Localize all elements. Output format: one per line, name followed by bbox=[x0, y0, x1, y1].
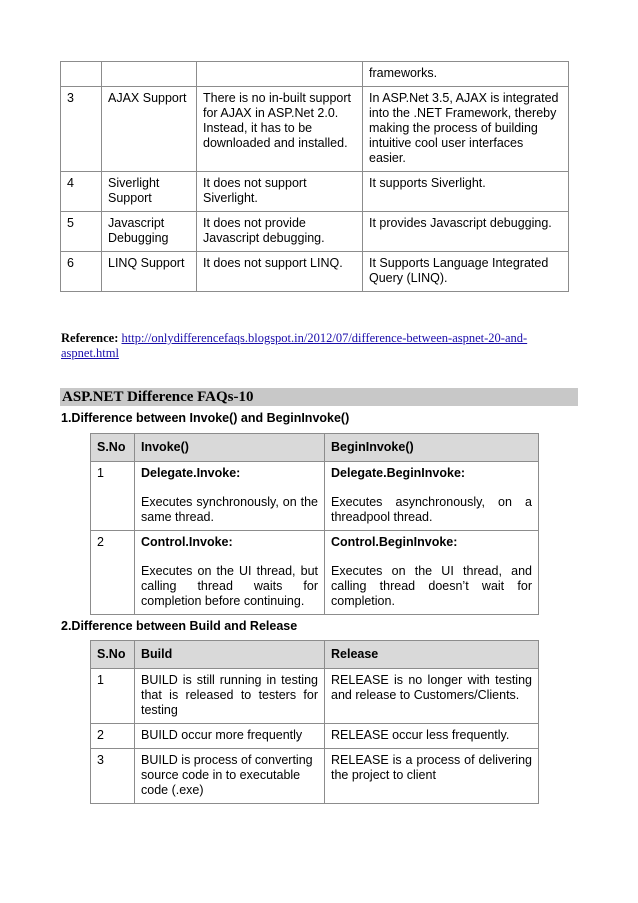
cell-text: Executes synchronously, on the same thread. bbox=[141, 495, 318, 524]
reference-label: Reference: bbox=[61, 331, 119, 345]
table-cell: 6 bbox=[61, 252, 102, 292]
table-cell: It provides Javascript debugging. bbox=[363, 212, 569, 252]
table-cell bbox=[61, 62, 102, 87]
table-row bbox=[91, 669, 539, 724]
table-row bbox=[61, 87, 569, 172]
cell-heading: Delegate.Invoke: bbox=[141, 466, 241, 480]
table-cell: BUILD is process of converting source code in to executable code (.exe) bbox=[135, 749, 325, 804]
section-title: ASP.NET Difference FAQs-10 bbox=[60, 388, 578, 406]
question-2-title: 2.Difference between Build and Release bbox=[61, 619, 298, 633]
header-cell-release: Release bbox=[325, 641, 539, 669]
header-cell-invoke: Invoke() bbox=[135, 434, 325, 462]
table-row bbox=[61, 172, 569, 212]
table-row bbox=[91, 462, 539, 531]
table-cell: It supports Siverlight. bbox=[363, 172, 569, 212]
invoke-vs-begininvoke-table bbox=[90, 433, 539, 615]
cell-text: Executes on the UI thread, but calling thread waits for completion before continuing. bbox=[141, 564, 318, 608]
header-cell-begininvoke: BeginInvoke() bbox=[325, 434, 539, 462]
table-header-row bbox=[91, 434, 539, 462]
table-row bbox=[61, 62, 569, 87]
table-cell bbox=[197, 62, 363, 87]
header-cell-sno: S.No bbox=[91, 641, 135, 669]
table-cell: frameworks. bbox=[363, 62, 569, 87]
table-row bbox=[91, 749, 539, 804]
cell-heading: Delegate.BeginInvoke: bbox=[331, 466, 466, 480]
reference-link[interactable]: http://onlydifferencefaqs.blogspot.in/2012/07/difference-between-aspnet-20-and-aspnet.html bbox=[61, 331, 528, 360]
comparison-table-continued bbox=[60, 61, 569, 292]
table-cell bbox=[135, 531, 325, 615]
question-1-title: 1.Difference between Invoke() and BeginInvoke() bbox=[61, 411, 350, 425]
header-cell-build: Build bbox=[135, 641, 325, 669]
table-cell: RELEASE occur less frequently. bbox=[325, 724, 539, 749]
table-cell: AJAX Support bbox=[102, 87, 197, 172]
table-cell: 1 bbox=[91, 669, 135, 724]
table-cell bbox=[325, 462, 539, 531]
cell-text: Executes on the UI thread, and calling thread doesn’t wait for completion. bbox=[331, 564, 532, 608]
table-cell: BUILD occur more frequently bbox=[135, 724, 325, 749]
cell-heading: Control.BeginInvoke: bbox=[331, 535, 458, 549]
header-cell-sno: S.No bbox=[91, 434, 135, 462]
table-cell: It Supports Language Integrated Query (LINQ). bbox=[363, 252, 569, 292]
build-vs-release-table bbox=[90, 640, 539, 804]
table-cell: 5 bbox=[61, 212, 102, 252]
table-cell bbox=[135, 462, 325, 531]
table-cell: Siverlight Support bbox=[102, 172, 197, 212]
table-cell: 2 bbox=[91, 531, 135, 615]
table-cell: There is no in-built support for AJAX in ASP.Net 2.0. Instead, it has to be downloaded and installed. bbox=[197, 87, 363, 172]
table-cell: RELEASE is no longer with testing and release to Customers/Clients. bbox=[325, 669, 539, 724]
table-cell: BUILD is still running in testing that is released to testers for testing bbox=[135, 669, 325, 724]
table-row bbox=[61, 212, 569, 252]
table-cell: In ASP.Net 3.5, AJAX is integrated into the .NET Framework, thereby making the process of building intuitive cool user interfaces easier. bbox=[363, 87, 569, 172]
table-row bbox=[91, 531, 539, 615]
table-cell: It does not support LINQ. bbox=[197, 252, 363, 292]
table-cell: 3 bbox=[91, 749, 135, 804]
table-cell: 4 bbox=[61, 172, 102, 212]
table-cell: Javascript Debugging bbox=[102, 212, 197, 252]
table-cell: 2 bbox=[91, 724, 135, 749]
table-header-row bbox=[91, 641, 539, 669]
table-cell: 3 bbox=[61, 87, 102, 172]
table-cell: LINQ Support bbox=[102, 252, 197, 292]
table-cell: 1 bbox=[91, 462, 135, 531]
cell-text: Executes asynchronously, on a threadpool thread. bbox=[331, 495, 532, 524]
reference-line bbox=[61, 331, 561, 361]
table-cell bbox=[102, 62, 197, 87]
table-row bbox=[61, 252, 569, 292]
table-cell: It does not support Siverlight. bbox=[197, 172, 363, 212]
cell-heading: Control.Invoke: bbox=[141, 535, 233, 549]
table-cell bbox=[325, 531, 539, 615]
table-cell: RELEASE is a process of delivering the project to client bbox=[325, 749, 539, 804]
table-row bbox=[91, 724, 539, 749]
table-cell: It does not provide Javascript debugging. bbox=[197, 212, 363, 252]
